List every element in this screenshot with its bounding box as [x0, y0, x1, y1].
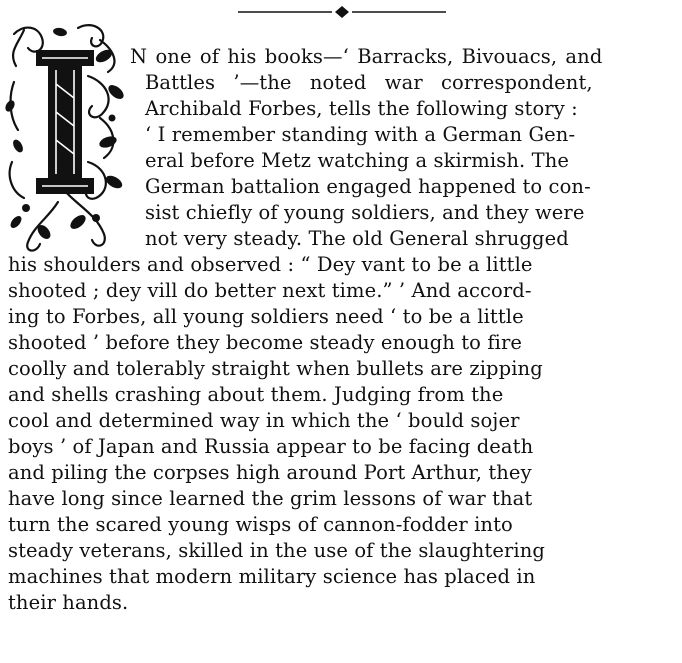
text-line: and shells crashing about them. Judging from the: [8, 383, 504, 406]
text-line: Archibald Forbes, tells the following story :: [145, 97, 578, 120]
text-line: shooted ’ before they become steady enough to fire: [8, 331, 523, 354]
ornamental-rule: [238, 5, 446, 19]
text-line: N one of his books—‘ Barracks, Bivouacs, and: [130, 45, 603, 68]
text-line: turn the scared young wisps of cannon-fodder into: [8, 513, 513, 536]
text-line: cool and determined way in which the ‘ bould sojer: [8, 409, 520, 432]
text-line: sist chiefly of young soldiers, and they were: [145, 201, 585, 224]
text-line: steady veterans, skilled in the use of the slaughtering: [8, 539, 545, 562]
text-line: their hands.: [8, 591, 129, 614]
text-line: German battalion engaged happened to con-: [145, 175, 591, 198]
text-line: ing to Forbes, all young soldiers need ‘ to be a little: [8, 305, 524, 328]
text-line: Battles ’—the noted war correspondent,: [145, 71, 593, 94]
text-line: not very steady. The old General shrugged: [145, 227, 569, 250]
text-line: and piling the corpses high around Port Arthur, they: [8, 461, 532, 484]
text-line: have long since learned the grim lessons of war that: [8, 487, 533, 510]
text-line: coolly and tolerably straight when bullets are zipping: [8, 357, 543, 380]
text-line: his shoulders and observed : “ Dey vant to be a little: [8, 253, 533, 276]
text-line: machines that modern military science has placed in: [8, 565, 536, 588]
text-line: ‘ I remember standing with a German Gen-: [145, 123, 576, 146]
text-line: boys ’ of Japan and Russia appear to be facing death: [8, 435, 534, 458]
text-line: eral before Metz watching a skirmish. The: [145, 149, 569, 172]
text-line: shooted ; dey vill do better next time.” ’ And accord-: [8, 279, 532, 302]
decorative-dropcap-initial: [4, 22, 126, 254]
